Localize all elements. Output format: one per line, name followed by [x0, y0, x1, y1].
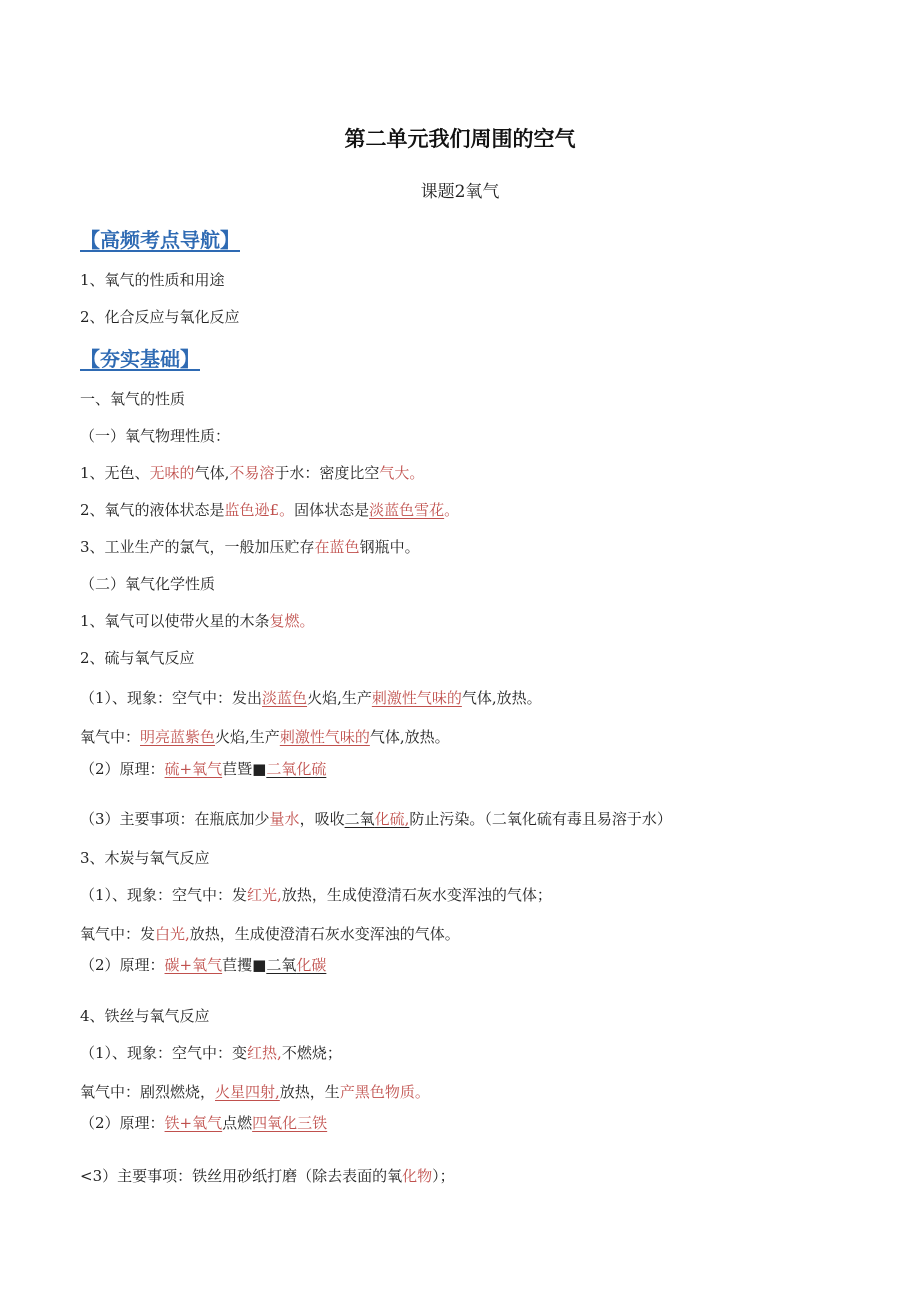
paragraph-16: 氧气中：剧烈燃烧，火星四射,放热，生产黑色物质。 — [80, 1083, 430, 1101]
paragraph-2: 2、氧气的液体状态是监色逊£。固体状态是淡蓝色雪花。 — [80, 501, 460, 519]
section-heading-basics: 【夯实基础】 — [80, 347, 200, 371]
paragraph-1: 1、无色、无味的气体,不易溶于水：密度比空气大。 — [80, 464, 425, 482]
page-title: 第二单元我们周围的空气 — [344, 127, 576, 151]
paragraph-3: 3、工业生产的氯气，一般加压贮存在蓝色钢瓶中。 — [80, 538, 420, 556]
paragraph-17: （2）原理：铁+氧气点燃四氧化三铁 — [80, 1114, 328, 1132]
section-1-title: 一、氧气的性质 — [80, 390, 186, 408]
paragraph-18: <3）主要事项：铁丝用砂纸打磨（除去表面的氧化物）； — [80, 1167, 455, 1185]
paragraph-6: （1）、现象：空气中：发出淡蓝色火焰,生产刺激性气味的气体,放热。 — [80, 689, 542, 707]
paragraph-15: （1）、现象：空气中：变红热,不燃烧； — [80, 1044, 342, 1062]
paragraph-12: 氧气中：发白光,放热，生成使澄清石灰水变浑浊的气体。 — [80, 925, 460, 943]
paragraph-4: 1、氧气可以使带火星的木条复燃。 — [80, 612, 315, 630]
paragraph-8: （2）原理：硫+氧气苣暨■二氧化硫 — [80, 760, 327, 778]
paragraph-13: （2）原理：碳+氧气苣攫■二氧化碳 — [80, 956, 327, 974]
page-subtitle: 课题2氧气 — [420, 182, 500, 202]
paragraph-5: 2、硫与氧气反应 — [80, 649, 195, 667]
paragraph-10: 3、木炭与氧气反应 — [80, 849, 210, 867]
section-heading-nav: 【高频考点导航】 — [80, 228, 240, 252]
paragraph-11: （1）、现象：空气中：发红光,放热，生成使澄清石灰水变浑浊的气体； — [80, 886, 552, 904]
subsection-chemical: （二）氧气化学性质 — [80, 575, 216, 593]
paragraph-14: 4、铁丝与氧气反应 — [80, 1007, 210, 1025]
paragraph-7: 氧气中：明亮蓝紫色火焰,生产刺激性气味的气体,放热。 — [80, 728, 450, 746]
nav-item-1: 1、氧气的性质和用途 — [80, 271, 225, 289]
paragraph-9: （3）主要事项：在瓶底加少量水，吸收二氧化硫,防止污染。（二氧化硫有毒且易溶于水） — [80, 810, 672, 828]
nav-item-2: 2、化合反应与氧化反应 — [80, 308, 240, 326]
subsection-physical: （一）氧气物理性质： — [80, 427, 231, 445]
